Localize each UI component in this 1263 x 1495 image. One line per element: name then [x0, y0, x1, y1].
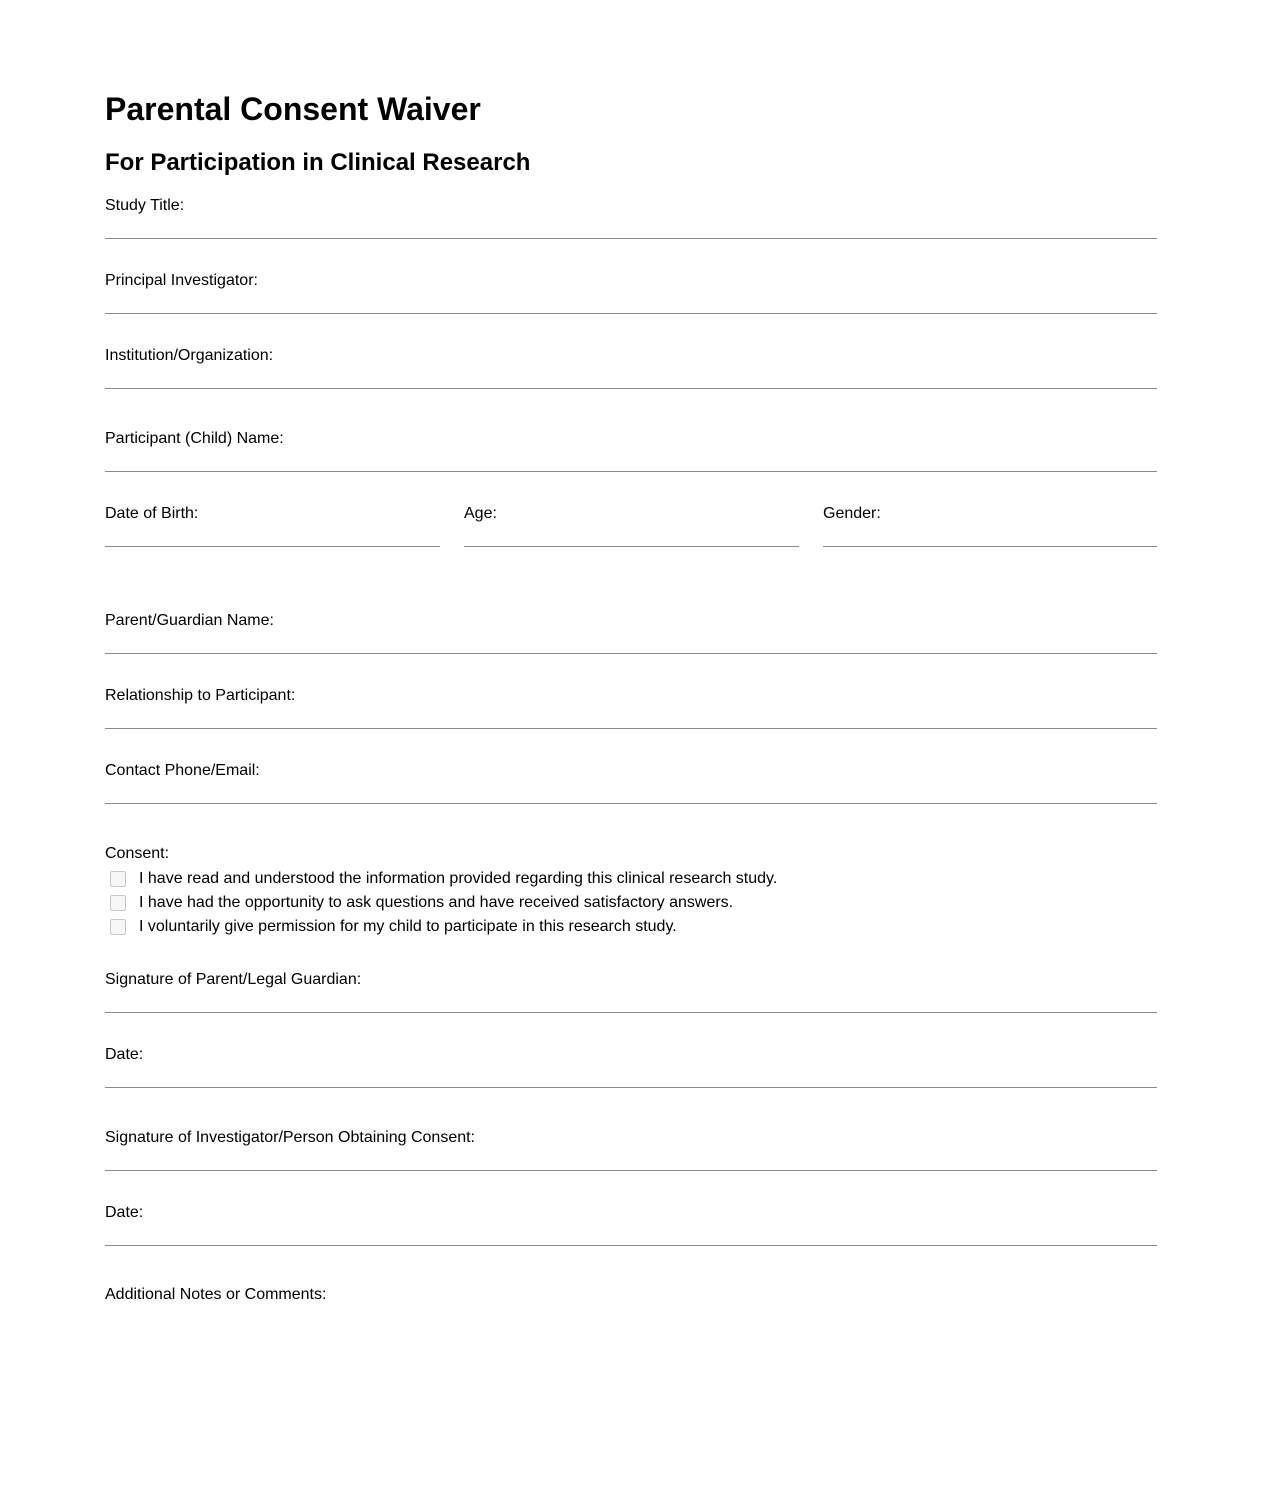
study-title-field	[105, 197, 1157, 215]
page-title: Parental Consent Waiver	[105, 91, 481, 127]
consent-checkbox-questions[interactable]	[110, 895, 126, 911]
investigator-signature-date-field	[105, 1204, 1157, 1222]
date-of-birth-input[interactable]	[105, 546, 440, 547]
parent-name-label: Parent/Guardian Name:	[105, 612, 274, 629]
parent-name-field	[105, 612, 1157, 630]
page-subtitle: For Participation in Clinical Research	[105, 149, 531, 176]
consent-item-questions[interactable]	[105, 893, 733, 913]
principal-investigator-label: Principal Investigator:	[105, 272, 258, 289]
participant-name-label: Participant (Child) Name:	[105, 430, 284, 447]
age-input[interactable]	[464, 546, 799, 547]
consent-label: Consent:	[105, 845, 170, 862]
age-label: Age:	[464, 505, 497, 522]
institution-input[interactable]	[105, 388, 1157, 389]
parent-name-input[interactable]	[105, 653, 1157, 654]
consent-text-read: I have read and understood the information provided regarding this clinical research study.	[139, 870, 778, 887]
additional-notes-field	[105, 1286, 1157, 1302]
participant-name-input[interactable]	[105, 471, 1157, 472]
investigator-signature-date-input[interactable]	[105, 1245, 1157, 1246]
consent-item-permission[interactable]	[105, 917, 677, 937]
gender-input[interactable]	[823, 546, 1157, 547]
institution-label: Institution/Organization:	[105, 347, 274, 364]
parent-signature-date-label: Date:	[105, 1046, 144, 1063]
contact-input[interactable]	[105, 803, 1157, 804]
date-of-birth-label: Date of Birth:	[105, 505, 199, 522]
investigator-signature-date-label: Date:	[105, 1204, 144, 1221]
investigator-signature-field	[105, 1129, 1157, 1147]
parent-signature-date-field	[105, 1046, 1157, 1064]
investigator-signature-input[interactable]	[105, 1170, 1157, 1171]
consent-checkbox-read[interactable]	[110, 871, 126, 887]
study-title-label: Study Title:	[105, 197, 185, 214]
additional-notes-label: Additional Notes or Comments:	[105, 1286, 327, 1302]
relationship-field	[105, 687, 1157, 705]
contact-field	[105, 762, 1157, 780]
parent-signature-date-input[interactable]	[105, 1087, 1157, 1088]
principal-investigator-input[interactable]	[105, 313, 1157, 314]
consent-text-permission: I voluntarily give permission for my child to participate in this research study.	[139, 918, 677, 935]
principal-investigator-field	[105, 272, 1157, 290]
relationship-input[interactable]	[105, 728, 1157, 729]
consent-text-questions: I have had the opportunity to ask questions and have received satisfactory answers.	[139, 894, 734, 911]
parent-signature-input[interactable]	[105, 1012, 1157, 1013]
participant-name-field	[105, 430, 1157, 448]
gender-field	[823, 505, 1157, 523]
parent-signature-field	[105, 971, 1157, 989]
contact-label: Contact Phone/Email:	[105, 762, 260, 779]
investigator-signature-label: Signature of Investigator/Person Obtaining Consent:	[105, 1129, 475, 1146]
parent-signature-label: Signature of Parent/Legal Guardian:	[105, 971, 362, 988]
date-of-birth-field	[105, 505, 440, 523]
institution-field	[105, 347, 1157, 365]
study-title-input[interactable]	[105, 238, 1157, 239]
consent-item-read[interactable]	[105, 869, 777, 889]
relationship-label: Relationship to Participant:	[105, 687, 296, 704]
consent-checkbox-permission[interactable]	[110, 919, 126, 935]
gender-label: Gender:	[823, 505, 881, 522]
age-field	[464, 505, 799, 523]
